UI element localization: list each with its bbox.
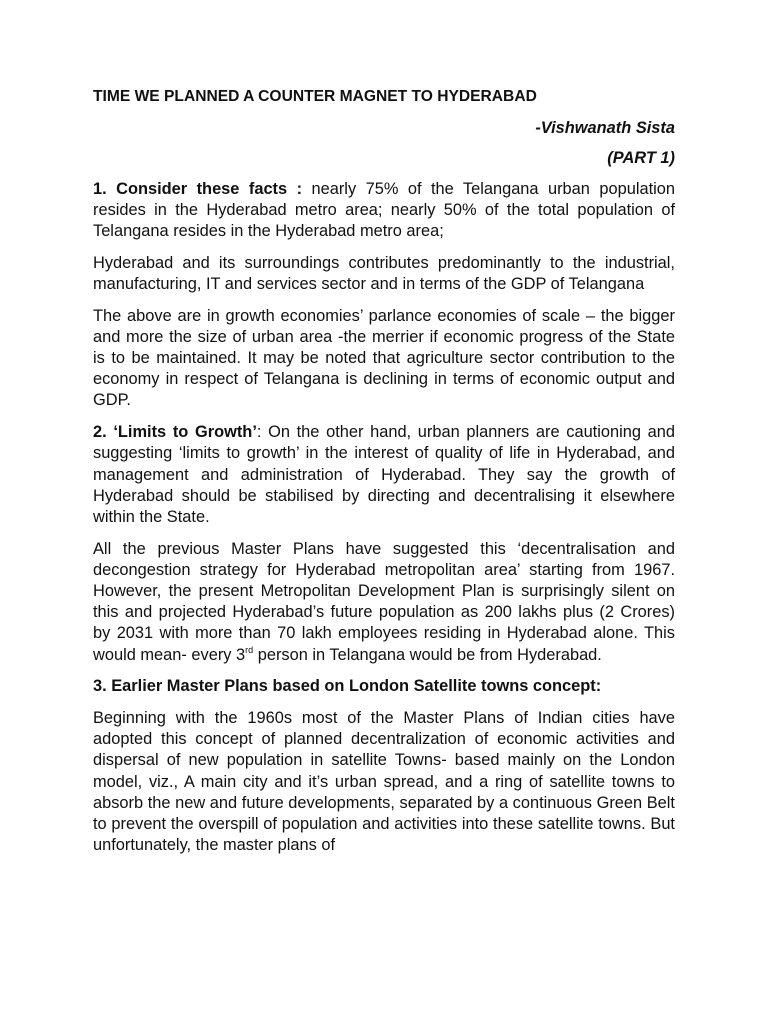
paragraph-economies-of-scale: The above are in growth economies’ parlance economies of scale – the bigger and more the size of urban area -the merrier if economic progress of the State is to be maintained. It may be noted that agriculture sector contribution to the economy in respect of Telangana is declining in terms of economic output and GDP. (93, 306, 675, 410)
section-lead: 2. ‘Limits to Growth’ (93, 423, 257, 442)
paragraph-text: All the previous Master Plans have suggested this ‘decentralisation and decongestion strategy for Hyderabad metropolitan area’ starting from 1967. However, the present Metropolitan Development Plan is surprisingly silent on this and projected Hyderabad’s future population as 200 lakhs plus (2 Crores) by 2031 with more than 70 lakh employees residing in Hyderabad alone. This would mean- every 3 (93, 539, 675, 664)
paragraph-limits-to-growth (93, 422, 675, 528)
paragraph-text: nearly 75% of the Telangana urban population resides in the Hyderabad metro area; nearly 50% of the total population of Telangana resides in the Hyderabad metro area; (93, 179, 675, 241)
paragraph-text: person in Telangana would be from Hyderabad. (253, 645, 602, 664)
document-page (93, 86, 675, 867)
paragraph-consider-facts (93, 179, 675, 243)
superscript: rd (245, 644, 254, 655)
author-line: -Vishwanath Sista (535, 119, 675, 138)
section-heading-3: 3. Earlier Master Plans based on London Satellite towns concept: (93, 677, 602, 696)
paragraph-master-plans (93, 539, 675, 666)
document-title: TIME WE PLANNED A COUNTER MAGNET TO HYDERABAD (93, 88, 537, 105)
paragraph-gdp: Hyderabad and its surroundings contributes predominantly to the industrial, manufacturing, IT and services sector and in terms of the GDP of Telangana (93, 253, 675, 293)
section-lead: 1. Consider these facts : (93, 179, 303, 198)
part-label: (PART 1) (607, 149, 675, 168)
paragraph-text: : On the other hand, urban planners are cautioning and suggesting ‘limits to growth’ in the interest of quality of life in Hyderabad, and management and administration of Hyderabad. They say the growth of Hyderabad should be stabilised by directing and decentralising it elsewhere within the State. (93, 423, 675, 526)
paragraph-satellite-towns: Beginning with the 1960s most of the Master Plans of Indian cities have adopted this concept of planned decentralization of economic activities and dispersal of new population in satellite Towns- based mainly on the London model, viz., A main city and it’s urban spread, and a ring of satellite towns to absorb the new and future developments, separated by a continuous Green Belt to prevent the overspill of population and activities into these satellite towns. But unfortunately, the master plans of (93, 709, 675, 855)
